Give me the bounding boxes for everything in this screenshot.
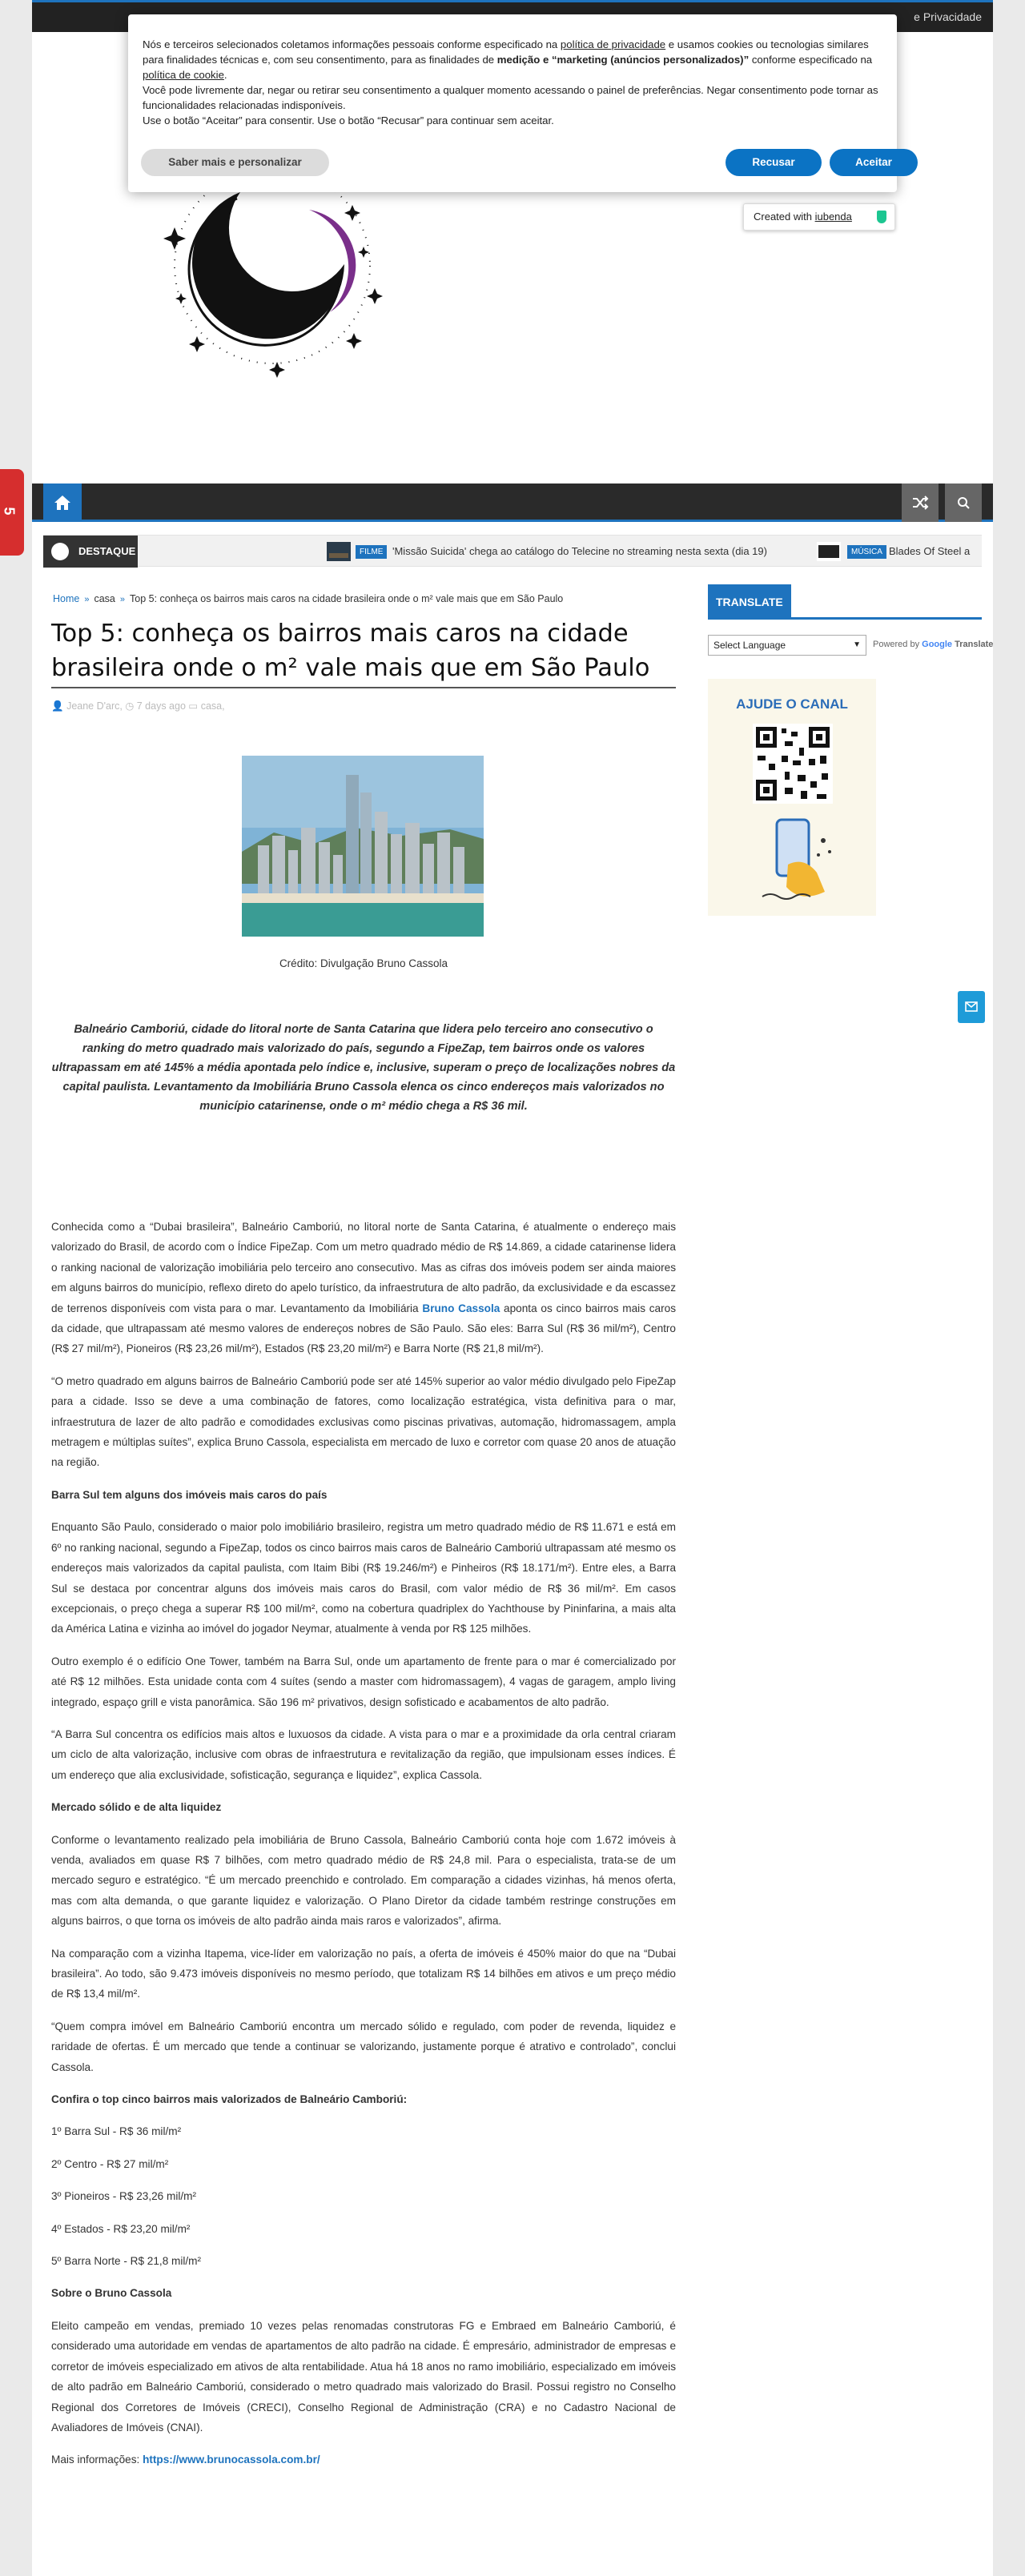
paragraph: Eleito campeão em vendas, premiado 10 vezes pelas renomadas construtoras FG e Embraed em Balneário Camboriú, é considerado uma autoridade em vendas de apartamentos de alto padrão na cidade. É empresário, administrador de empresas e corretor de imóveis especializado em ativos de alta rentabilidade. Atua há 18 anos no ramo imobiliário, especializado em imóveis de alto padrão em Balneário Camboriú, considerado o metro quadrado mais valorizado do Brasil. Possui registro no Conselho Regional dos Corretores de Imóveis (CRECI), Conselho Regional de Administração (CRA) e no Cadastro Nacional de Avaliadores de Imóveis (CNAI). [51,2319,676,2434]
support-channel-banner[interactable] [708,679,876,916]
bolt-icon [51,543,69,560]
iubenda-badge[interactable] [743,203,895,231]
ticker-thumb-film[interactable] [327,542,351,561]
news-ticker [43,535,982,567]
home-button[interactable] [43,484,82,522]
top-list-item: 1º Barra Sul - R$ 36 mil/m² [51,2125,182,2138]
main-navbar [32,484,993,522]
paragraph: “A Barra Sul concentra os edifícios mais altos e luxuosos da cidade. A vista para o mar e a proximidade da orla central criaram um ciclo de alta valorização, inclusive com obras de infraestrutura e revitalização da região, que impulsionam esses índices. É um endereço que alia exclusividade, sofisticação, segurança e liquidez”, explica Cassola. [51,1727,676,1781]
paragraph: “O metro quadrado em alguns bairros de Balneário Camboriú pode ser até 145% superior ao valor médio divulgado pelo FipeZap para a cidade. Isso se deve a uma combinação de fatores, como localização estratégica, vista definitiva para o mar, infraestrutura de lazer de alto padrão e comodidades exclusivas como piscinas privativas, automação, hidromassagem, ampla metragem e múltiplas suítes”, explica Bruno Cassola, especialista em mercado de luxo e corretor com quase 20 anos de atuação na região. [51,1374,676,1469]
privacy-policy-link[interactable]: política de privacidade [560,38,666,50]
home-icon [43,484,82,522]
paragraph: Conhecida como a “Dubai brasileira”, Balneário Camboriú, no litoral norte de Santa Catarina, é atualmente o endereço mais valorizado do Brasil, de acordo com o Índice FipeZap. Com um metro quadrado médio de R$ 14.869, a cidade catarinense lidera o ranking nacional de valorização imobiliária pelo terceiro ano consecutivo. Mas as cifras dos imóveis podem ser ainda maiores em alguns bairros do município, reflexo direto do apelo turístico, da infraestrutura de alto padrão, da exclusividade e da escassez de terrenos disponíveis com vista para o mar. Levantamento da Imobiliária Bruno Cassola aponta os cinco bairros mais caros da cidade, que ultrapassam até mesmo valores de endereços nobres de São Paulo. São eles: Barra Sul (R$ 36 mil/m²), Centro (R$ 27 mil/m²), Pioneiros (R$ 23,26 mil/m²), Estados (R$ 23,20 mil/m²) e Barra Norte (R$ 21,8 mil/m²). [51,1221,676,1355]
chevron-down-icon: ▼ [853,640,861,649]
page [32,0,993,2576]
paragraph: “Quem compra imóvel em Balneário Camboriú encontra um mercado sólido e regulado, com poder de revenda, liquidez e raridade de ofertas. É um mercado que tende a continuar se valorizando, justamente porque é atrativo e controlado”, conclui Cassola. [51,2020,676,2073]
mail-icon [958,991,985,1023]
paragraph: Outro exemplo é o edifício One Tower, também na Barra Sul, onde um apartamento de frente para o mar é comercializado por até R$ 12 milhões. Esta unidade conta com 4 suítes (sendo a master com hidromassagem), 4 vagas de garagem, amplo living integrado, espaço grill e vista panorâmica. São 196 m² privativos, design sofisticado e acabamentos de alto padrão. [51,1655,676,1708]
photo-caption: Crédito: Divulgação Bruno Cassola [279,957,448,969]
breadcrumb-current: Top 5: conheça os bairros mais caros na cidade brasileira onde o m² vale mais que em São Paulo [130,593,564,604]
paragraph: Enquanto São Paulo, considerado o maior polo imobiliário brasileiro, registra um metro quadrado médio de R$ 11.671 e está em 6º no ranking nacional, segundo a FipeZap, todos os cinco bairros mais caros de Balneário Camboriú ultrapassam até mesmo os endereços mais valorizados da capital paulista, com Itaim Bibi (R$ 19.246/m²) e Pinheiros (R$ 18.171/m²). Entre eles, a Barra Sul se destaca por concentrar alguns dos imóveis mais caros do Brasil, com valor médio de R$ 36 mil/m². Em casos excepcionais, o preço chega a superar R$ 100 mil/m², como na cobertura quadriplex do Yachthouse by Pininfarina, a mais alta da América Latina e vizinha ao imóvel do jogador Neymar, atualmente à venda por R$ 125 milhões. [51,1521,676,1635]
ticker-item-music[interactable]: Blades Of Steel a [889,545,971,557]
shuffle-icon [902,484,939,522]
google-translate-link[interactable]: Translate [955,640,994,649]
iubenda-leaf-icon [877,211,886,223]
article-meta: 👤 Jeane D'arc, ◷ 7 days ago ▭ casa, [51,700,225,712]
random-post-button[interactable] [902,484,939,522]
article-lead: Balneário Camboriú, cidade do litoral norte de Santa Catarina que lidera pelo terceiro ano consecutivo o ranking do metro quadrado mais valorizado do país, segundo a FipeZap, tem bairros onde os valores ultrapassam em até 145% a média apontada pelo índice e, inclusive, superam o preço de localizações nobres da capital paulista. Levantamento da Imobiliária Bruno Cassola elenca os cinco endereços mais valorizados no município catarinense, onde o m² médio chega a R$ 36 mil. [51,1023,676,1113]
newsletter-button[interactable] [958,991,985,1023]
top-list-item: 3º Pioneiros - R$ 23,26 mil/m² [51,2190,196,2203]
section-heading: Confira o top cinco bairros mais valorizados de Balneário Camboriú: [51,2093,408,2106]
author-icon: 👤 [51,700,64,712]
iubenda-brand[interactable]: iubenda [814,211,852,223]
top-list-item: 4º Estados - R$ 23,20 mil/m² [51,2222,191,2235]
support-title: AJUDE O CANAL [736,696,848,712]
article-category[interactable]: casa [200,700,223,712]
website-link[interactable]: https://www.brunocassola.com.br/ [143,2454,320,2466]
top-list-item: 5º Barra Norte - R$ 21,8 mil/m² [51,2255,202,2268]
ticker-item-film[interactable]: 'Missão Suicida' chega ao catálogo do Telecine no streaming nesta sexta (dia 19) [392,545,767,557]
article-time: 7 days ago [136,700,186,712]
search-button[interactable] [945,484,982,522]
breadcrumb-home[interactable]: Home [53,593,80,604]
article-body [51,1217,676,2482]
article-photo [242,756,484,937]
translate-title: TRANSLATE [708,584,791,620]
ticker-tag-music[interactable]: MÚSICA [847,545,886,559]
powered-by-google: Powered by Google Translate [873,640,994,649]
side-tab[interactable]: 5 [0,469,24,556]
section-heading: Barra Sul tem alguns dos imóveis mais caros do país [51,1488,328,1501]
search-icon [945,484,982,522]
phone-hand-icon [756,817,844,905]
breadcrumb: Home » casa » Top 5: conheça os bairros mais caros na cidade brasileira onde o m² vale mais que em São Paulo [53,593,564,604]
bruno-cassola-link[interactable]: Bruno Cassola [422,1302,500,1314]
translate-widget-header [708,584,982,620]
ticker-thumb-music[interactable] [817,542,841,561]
section-heading: Sobre o Bruno Cassola [51,2287,172,2300]
paragraph: Conforme o levantamento realizado pela imobiliária de Bruno Cassola, Balneário Camboriú conta hoje com 1.672 imóveis à venda, avaliados em quase R$ 7 bilhões, com metro quadrado médio de R$ 24,8 mil. Para o especialista, trata-se de um mercado seguro e estratégico. “É um mercado preenchido e controlado. Em comparação a cidades vizinhas, há menos oferta, mas com alta demanda, o que garante liquidez e valorização. O Plano Diretor da cidade também restringe construções em alguns bairros, o que torna os imóveis de alto padrão ainda mais raros e valorizados”, afirma. [51,1833,676,1928]
language-select[interactable]: Select Language ▼ [708,635,866,656]
top-list-item: 2º Centro - R$ 27 mil/m² [51,2157,169,2170]
iubenda-prefix: Created with [754,211,815,223]
ticker-label [43,536,138,568]
folder-icon: ▭ [188,700,199,712]
ticker-tag-film[interactable]: FILME [356,545,387,559]
cookie-text-3: Use o botão “Aceitar” para consentir. Use o botão “Recusar” para continuar sem aceitar. [143,114,554,126]
section-heading: Mercado sólido e de alta liquidez [51,1801,222,1814]
refuse-button[interactable]: Recusar [726,149,822,176]
breadcrumb-category[interactable]: casa [94,593,115,604]
ticker-label-text: DESTAQUE [78,545,136,557]
cookie-text-2: Você pode livremente dar, negar ou retirar seu consentimento a qualquer momento acessando o painel de preferências. Negar consentimento pode tornar as funcionalidades relacionadas indisponíveis. [143,84,878,111]
article-author[interactable]: Jeane D'arc [66,700,120,712]
qr-code-icon [753,724,833,804]
learn-more-button[interactable]: Saber mais e personalizar [141,149,329,176]
clock-icon: ◷ [125,700,135,712]
paragraph: Na comparação com a vizinha Itapema, vice-líder em valorização no país, a oferta de imóveis é 450% maior do que na “Dubai brasileira”. Ao todo, são 9.473 imóveis disponíveis no mesmo período, que totalizam R$ 14 bilhões em ativos e um preço médio de R$ 13,4 mil/m². [51,1947,676,2000]
cookie-text: Nós e terceiros selecionados coletamos informações pessoais conforme especificado na política de privacidade e usamos cookies ou tecnologias similares para finalidades técnicas e, com seu consentimento, para as finalidades de medição e “marketing (anúncios personalizados)” conforme especificado na política de cookie. [143,38,873,81]
article-title: Top 5: conheça os bairros mais caros na cidade brasileira onde o m² vale mais que em São Paulo [51,616,676,688]
accept-button[interactable]: Aceitar [830,149,918,176]
more-info: Mais informações: https://www.brunocassola.com.br/ [51,2454,320,2466]
privacy-policy-link[interactable]: e Privacidade [914,10,982,23]
cookie-consent-banner [128,14,897,192]
cookie-policy-link[interactable]: política de cookie [143,69,224,81]
